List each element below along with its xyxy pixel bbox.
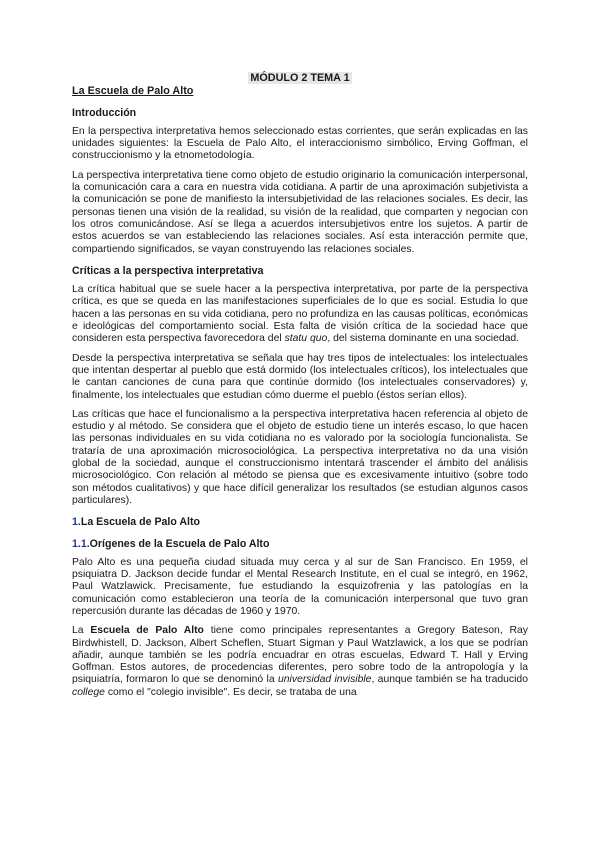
main-title: La Escuela de Palo Alto xyxy=(72,85,194,98)
intro-paragraph-1: En la perspectiva interpretativa hemos seleccionado estas corrientes, que serán explicadas en las unidades siguientes: la Escuela de Palo Alto, el interaccionismo simbólico, Erving Goffman, el construccionismo y la etnometodología. xyxy=(72,125,528,162)
critics-p1-italic: statu quo xyxy=(284,333,328,345)
origins-p2-italic-1: universidad invisible xyxy=(277,674,372,686)
module-title-text: MÓDULO 2 TEMA 1 xyxy=(250,72,350,84)
document-body xyxy=(72,72,528,706)
origins-p2-a: La xyxy=(72,625,91,637)
origins-p2-italic-2: college xyxy=(72,686,105,698)
module-title xyxy=(72,72,528,84)
critics-p1-text: La crítica habitual que se suele hacer a la perspectiva interpretativa, por parte de la perspectiva crítica, es que se queda en las manifestaciones superficiales de lo que es social. Estudia lo que hacen a las personas en su vida cotidiana, pero no profundiza en las causas políticas, económicas e ideológicas del comportamiento social. Esta falta de visión crítica de la sociedad hace que consideren esta perspectiva favorecedora del xyxy=(72,284,528,345)
section-1-1-title: Orígenes de la Escuela de Palo Alto xyxy=(89,537,270,550)
critics-paragraph-2: Desde la perspectiva interpretativa se señala que hay tres tipos de intelectuales: los intelectuales que intentan despertar al pueblo que está dormido (los intelectuales críticos), los intelectuales que le cantan canciones de cuna para que continúe dormido (los intelectuales conservadores) y, finalmente, los intelectuales que estudian cómo duerme el pueblo (éstos serían ellos). xyxy=(72,352,528,401)
intro-heading: Introducción xyxy=(72,106,137,119)
section-1-1-number: 1.1. xyxy=(72,537,90,550)
section-1-1-heading xyxy=(72,538,528,550)
section-1-number: 1. xyxy=(72,516,81,529)
critics-heading: Críticas a la perspectiva interpretativa xyxy=(72,264,264,277)
origins-p2-c: , aunque también se ha traducido xyxy=(371,674,528,686)
critics-paragraph-1 xyxy=(72,284,528,345)
intro-paragraph-2: La perspectiva interpretativa tiene como objeto de estudio originario la comunicación interpersonal, la comunicación cara a cara en nuestra vida cotidiana. A partir de una aproximación subjetivista a la comunicación se pone de manifiesto la intersubjetividad de las relaciones sociales. Es decir, las personas tienen una visión de la realidad, su visión de la realidad, que comparten y negocian con los otros comunicándose. Así se llega a acuerdos intersubjetivos entre los sujetos. A partir de estos acuerdos se van estableciendo las relaciones sociales. Así esta interacción permite que, compartiendo significados, se vayan construyendo las relaciones sociales. xyxy=(72,169,528,255)
origins-p2-d: como el "colegio invisible". Es decir, se trataba de una xyxy=(104,686,357,698)
section-1-title: La Escuela de Palo Alto xyxy=(80,516,200,529)
origins-paragraph-2 xyxy=(72,625,528,699)
origins-paragraph-1: Palo Alto es una pequeña ciudad situada muy cerca y al sur de San Francisco. En 1959, el psiquiatra D. Jackson decide fundar el Mental Research Institute, en el cual se integró, en 1962, Paul Watzlawick. Precisamente, fue estudiando la esquizofrenia y las patologías en la comunicación como establecieron una teoría de la comunicación interpersonal que tuvo gran repercusión durante las décadas de 1960 y 1970. xyxy=(72,556,528,617)
origins-p2-b: tiene como principales representantes a Gregory Bateson, Ray Birdwhistell, D. Jackson, Albert Scheflen, Stuart Sigman y Paul Watzlawick, a los que se podrían añadir, aunque también se les podría encuadrar en otras escuelas, Edward T. Hall y Erving Goffman. Estos autores, de procedencias diferentes, pero sobre todo de la antropología y la psiquiatría, formaron lo que se denominó la xyxy=(72,625,528,686)
critics-paragraph-3: Las críticas que hace el funcionalismo a la perspectiva interpretativa hacen referencia al objeto de estudio y al método. Se considera que el objeto de estudio tiene un interés escaso, lo que hacen las personas individuales en su vida cotidiana no es valorado por la sociología funcionalista. Se trataría de una aproximación microsociológica. La perspectiva interpretativa no da una visión global de la sociedad, aunque el construccionismo intentará trascender el ámbito del análisis microsociológico. Con relación al método se piensa que es excesivamente intuitivo (sobre todo son métodos cualitativos) y que hace difícil generalizar los resultados (se estudian algunos casos particulares). xyxy=(72,408,528,506)
section-1-heading xyxy=(72,516,528,528)
origins-p2-bold: Escuela de Palo Alto xyxy=(90,625,204,637)
critics-p1-end: , del sistema dominante en una sociedad. xyxy=(327,333,520,345)
